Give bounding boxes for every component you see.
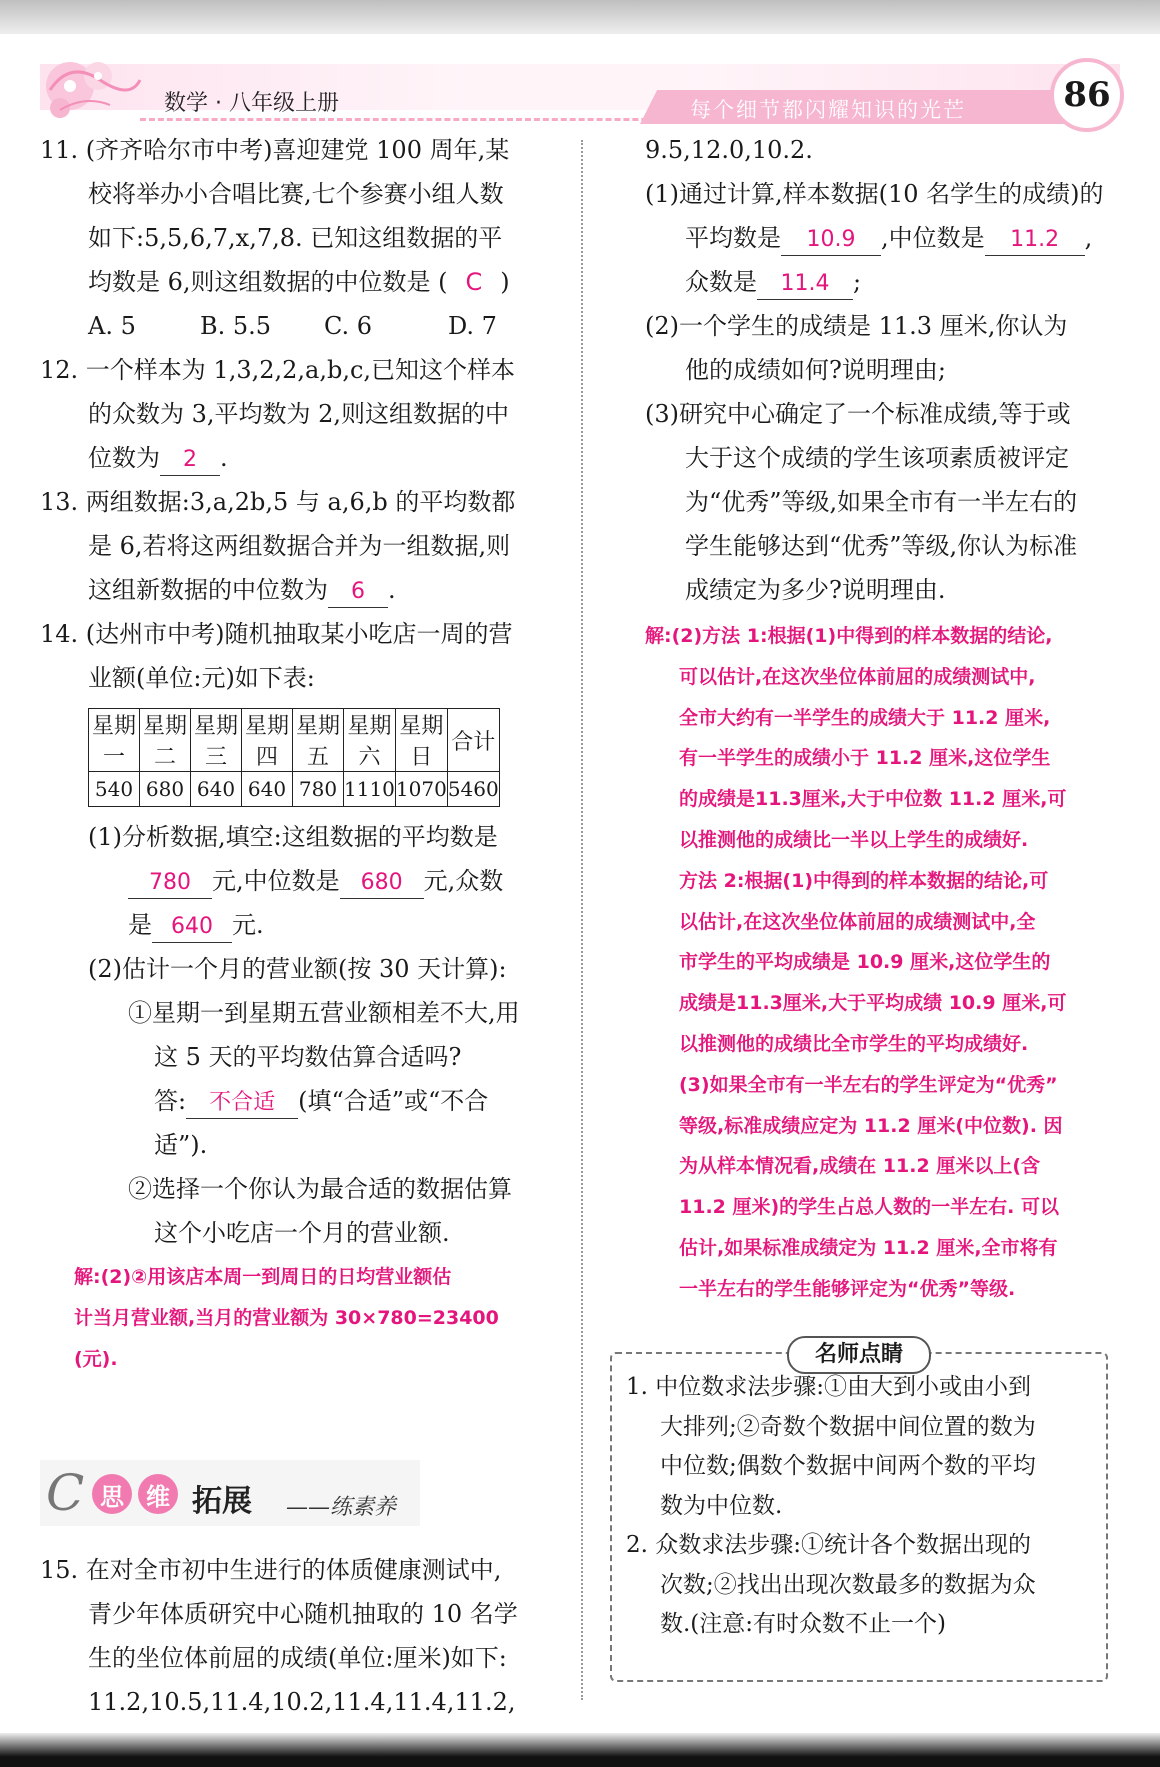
tip-line: 1. 中位数求法步骤:①由大到小或由小到 (626, 1374, 1032, 1400)
solution-line: 一半左右的学生能够评定为“优秀”等级. (679, 1277, 1016, 1300)
q11-line-4-text: 均数是 6,则这组数据的中位数是 ( (88, 268, 448, 296)
q15-part1-line-1: (1)通过计算,样本数据(10 名学生的成绩)的 (645, 180, 1104, 208)
question-11 (40, 128, 560, 348)
q14-mean-answer: 780 (128, 868, 212, 899)
q14-part2a-line-4: 适”). (154, 1131, 208, 1159)
solution-line: 等级,标准成绩应定为 11.2 厘米(中位数). 因 (679, 1114, 1063, 1137)
tip-title: 名师点睛 (787, 1336, 931, 1374)
solution-line: 以估计,在这次坐位体前屈的成绩测试中,全 (679, 910, 1036, 933)
section-letter: C (46, 1464, 85, 1522)
top-edge (0, 0, 1160, 34)
q15-mode-answer: 11.4 (757, 269, 853, 300)
table-header-cell (395, 709, 447, 772)
q14-part2-line-1: (2)估计一个月的营业额(按 30 天计算): (88, 955, 507, 983)
q15-part1-line-2 (645, 216, 1125, 260)
q14-part2a-line-2: 这 5 天的平均数估算合适吗? (154, 1043, 462, 1071)
q13-line-3-text: 这组新数据的中位数为 (88, 576, 328, 604)
q11-options (40, 304, 560, 348)
q14-part1-text: 是 (128, 911, 152, 939)
header-text: 星期 (193, 714, 238, 739)
header-text: 星期 (91, 714, 136, 739)
table-cell: 640 (242, 772, 293, 807)
q15-line-2: 青少年体质研究中心随机抽取的 10 名学 (88, 1600, 518, 1628)
header-text: 六 (358, 745, 381, 770)
solution-line: 全市大约有一半学生的成绩大于 11.2 厘米, (679, 706, 1051, 729)
solution-line: (3)如果全市有一半左右的学生评定为“优秀” (679, 1073, 1058, 1096)
q14-part2a-answer: 不合适 (186, 1088, 298, 1119)
q11-close-paren: ) (500, 268, 510, 296)
tip-line: 次数;②找出出现次数最多的数据为众 (660, 1571, 1036, 1598)
solution-line: 11.2 厘米)的学生占总人数的一半左右. 可以 (679, 1196, 1060, 1219)
question-14 (40, 612, 560, 1379)
header-text: 星期 (399, 714, 444, 739)
q15-data-continued: 9.5,12.0,10.2. (645, 136, 813, 164)
solution-line: 的成绩是11.3厘米,大于中位数 11.2 厘米,可 (679, 788, 1067, 811)
q11-option-b: B. 5.5 (200, 312, 272, 340)
q14-part2a-line-1: ①星期一到星期五营业额相差不大,用 (128, 999, 520, 1027)
q15-part1-line-3 (645, 260, 1125, 304)
q11-line-1: 11. (齐齐哈尔市中考)喜迎建党 100 周年,某 (40, 136, 510, 164)
q15-part3-line-5: 成绩定为多少?说明理由. (685, 576, 946, 604)
q15-part3-line-4: 学生能够达到“优秀”等级,你认为标准 (685, 532, 1078, 560)
q11-answer: C (465, 268, 483, 296)
section-title (40, 1460, 560, 1530)
solution-line: 估计,如果标准成绩定为 11.2 厘米,全市将有 (679, 1236, 1058, 1259)
table-header-cell (140, 709, 191, 772)
column-divider (581, 140, 583, 1700)
table-cell: 680 (140, 772, 191, 807)
q14-solution-line-2: 计当月营业额,当月的营业额为 30×780=23400 (74, 1306, 499, 1329)
q12-line-2: 的众数为 3,平均数为 2,则这组数据的中 (88, 400, 510, 428)
header-text: 二 (153, 745, 176, 770)
q15-median-answer: 11.2 (985, 225, 1085, 256)
solution-line: 以推测他的成绩比全市学生的平均成绩好. (679, 1032, 1029, 1055)
q14-solution-line-3: (元). (74, 1347, 118, 1370)
bottom-edge (0, 1733, 1160, 1767)
section-subtitle: ——练素养 (286, 1495, 397, 1520)
q15-line-3: 生的坐位体前屈的成绩(单位:厘米)如下: (88, 1644, 507, 1672)
solution-line: 以推测他的成绩比一半以上学生的成绩好. (679, 828, 1029, 851)
header-text: 星期 (295, 714, 340, 739)
sales-table (88, 708, 500, 807)
left-column (40, 128, 560, 1379)
header-text: 星期 (347, 714, 392, 739)
solution-line: 市学生的平均成绩是 10.9 厘米,这位学生的 (679, 951, 1051, 974)
table-cell: 1110 (344, 772, 396, 807)
q13-answer: 6 (328, 577, 388, 608)
header-text: 五 (306, 745, 329, 770)
section-main-title: 拓展 (192, 1484, 252, 1519)
q15-solution (645, 616, 1125, 1310)
header-text: 四 (255, 745, 278, 770)
header-motto: 每个细节都闪耀知识的光芒 (690, 98, 966, 122)
q14-part1-line-2 (40, 859, 560, 903)
q11-line-4 (40, 260, 560, 304)
tip-line: 大排列;②奇数个数据中间位置的数为 (660, 1413, 1036, 1440)
question-12 (40, 348, 560, 480)
table-header-cell (242, 709, 293, 772)
q14-part1-text: 元,众数 (423, 867, 504, 895)
header-text: 一 (102, 745, 125, 770)
q14-part2a-text: (填“合适”或“不合 (298, 1087, 489, 1115)
q11-option-d: D. 7 (448, 312, 497, 340)
q12-line-3-text: 位数为 (88, 444, 160, 472)
table-header-cell (191, 709, 242, 772)
q15-part1-text: , (1084, 224, 1093, 252)
q15-part2-line-1: (2)一个学生的成绩是 11.3 厘米,你认为 (645, 312, 1068, 340)
q14-part1-text: 元,中位数是 (212, 867, 340, 895)
q13-period: . (388, 576, 396, 604)
page-header (40, 50, 1120, 126)
table-header-cell (89, 709, 140, 772)
floral-ornament-icon (40, 50, 150, 126)
q12-line-1: 12. 一个样本为 1,3,2,2,a,b,c,已知这个样本 (40, 356, 516, 384)
right-column (645, 128, 1125, 1310)
q14-part1-line-3 (40, 903, 560, 947)
q15-part3-line-3: 为“优秀”等级,如果全市有一半左右的 (685, 488, 1078, 516)
section-bubble: 思 (92, 1474, 132, 1514)
q15-part3-line-2: 大于这个成绩的学生该项素质被评定 (685, 444, 1069, 472)
q15-part1-text: ; (853, 268, 862, 296)
q12-line-3 (40, 436, 560, 480)
q15-part2-line-2: 他的成绩如何?说明理由; (685, 356, 946, 384)
question-15 (40, 1548, 560, 1724)
question-13 (40, 480, 560, 612)
q11-line-2: 校将举办小合唱比赛,七个参赛小组人数 (88, 180, 504, 208)
table-header-row (89, 709, 500, 772)
header-text: 三 (204, 745, 227, 770)
q13-line-1: 13. 两组数据:3,a,2b,5 与 a,6,b 的平均数都 (40, 488, 516, 516)
q14-part2a-line-3 (40, 1079, 560, 1123)
table-header-total: 合计 (447, 709, 499, 772)
q14-solution-line-1: 解:(2)②用该店本周一到周日的日均营业额估 (74, 1266, 452, 1288)
q14-line-1: 14. (达州市中考)随机抽取某小吃店一周的营 (40, 620, 513, 648)
q14-part1-text: 元. (232, 911, 264, 939)
table-cell: 540 (89, 772, 140, 807)
section-bubble: 维 (138, 1474, 178, 1514)
table-row (89, 772, 500, 807)
q15-line-1: 15. 在对全市初中生进行的体质健康测试中, (40, 1556, 502, 1584)
q15-mean-answer: 10.9 (781, 225, 881, 256)
teacher-tip-box (610, 1342, 1108, 1682)
q15-part1-text: ,中位数是 (881, 224, 985, 252)
q13-line-3 (40, 568, 560, 612)
table-header-cell (293, 709, 344, 772)
solution-line: 有一半学生的成绩小于 11.2 厘米,这位学生 (679, 747, 1051, 770)
table-header-cell (344, 709, 396, 772)
solution-line: 可以估计,在这次坐位体前屈的成绩测试中, (679, 665, 1036, 688)
q11-line-3: 如下:5,5,6,7,x,7,8. 已知这组数据的平 (88, 224, 503, 252)
q14-part1-line-1: (1)分析数据,填空:这组数据的平均数是 (88, 823, 498, 851)
solution-line: 解:(2)方法 1:根据(1)中得到的样本数据的结论, (645, 625, 1053, 647)
solution-line: 成绩是11.3厘米,大于平均成绩 10.9 厘米,可 (679, 992, 1067, 1015)
header-dashed-line (140, 118, 710, 121)
solution-line: 为从样本情况看,成绩在 11.2 厘米以上(含 (679, 1155, 1041, 1178)
table-cell-total: 5460 (447, 772, 499, 807)
page-number: 86 (1050, 58, 1124, 132)
q14-median-answer: 680 (340, 868, 424, 899)
tip-line: 2. 众数求法步骤:①统计各个数据出现的 (626, 1532, 1032, 1558)
tip-body (626, 1368, 1036, 1645)
header-text: 星期 (142, 714, 187, 739)
table-cell: 640 (191, 772, 242, 807)
tip-line: 数为中位数. (660, 1492, 783, 1519)
q14-part2b-line-1: ②选择一个你认为最合适的数据估算 (128, 1175, 512, 1203)
header-text: 星期 (244, 714, 289, 739)
tip-line: 中位数;偶数个数据中间两个数的平均 (660, 1453, 1036, 1479)
q12-period: . (220, 444, 228, 472)
q14-mode-answer: 640 (152, 912, 232, 943)
q13-line-2: 是 6,若将这两组数据合并为一组数据,则 (88, 532, 511, 560)
q15-part3-line-1: (3)研究中心确定了一个标准成绩,等于或 (645, 400, 1071, 428)
book-title: 数学 · 八年级上册 (164, 91, 339, 116)
q14-part2a-text: 答: (154, 1087, 187, 1115)
q11-option-a: A. 5 (88, 312, 136, 340)
table-cell: 780 (293, 772, 344, 807)
q14-line-2: 业额(单位:元)如下表: (88, 664, 315, 692)
q15-part1-text: 众数是 (685, 268, 757, 296)
header-text: 日 (410, 745, 433, 770)
table-cell: 1070 (395, 772, 447, 807)
q15-line-4: 11.2,10.5,11.4,10.2,11.4,11.4,11.2, (88, 1688, 516, 1716)
q11-option-c: C. 6 (324, 312, 373, 340)
solution-line: 方法 2:根据(1)中得到的样本数据的结论,可 (679, 869, 1049, 892)
q14-part2b-line-2: 这个小吃店一个月的营业额. (154, 1219, 450, 1247)
q12-answer: 2 (160, 445, 220, 476)
q15-part1-text: 平均数是 (685, 224, 781, 252)
tip-line: 数.(注意:有时众数不止一个) (660, 1611, 947, 1637)
